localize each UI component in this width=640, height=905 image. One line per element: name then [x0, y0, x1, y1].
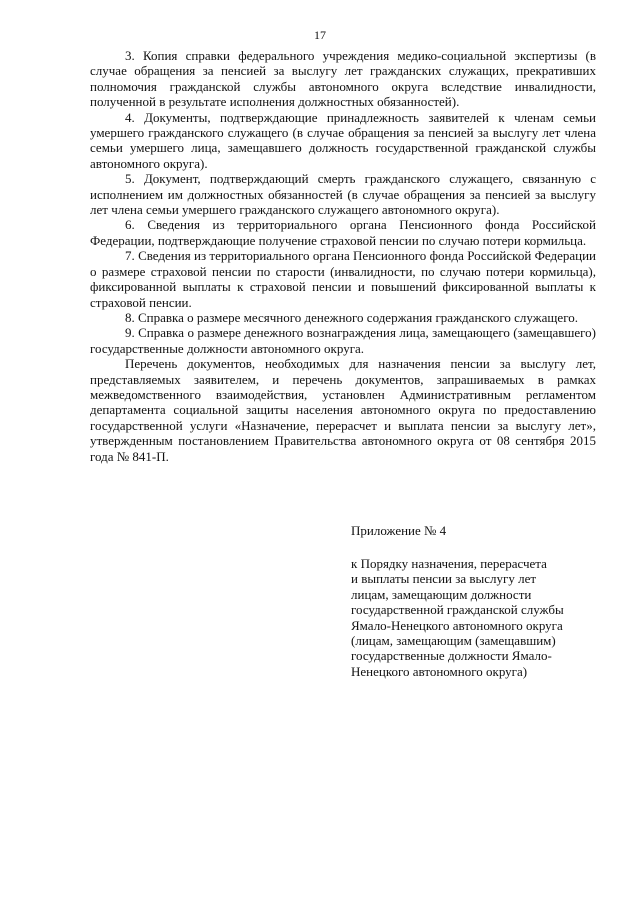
appendix-description — [351, 556, 613, 679]
paragraph-item-5: 5. Документ, подтверждающий смерть гражданского служащего, связанную с исполнением им должностных обязанностей (в случае обращения за пенсией за выслугу лет члена семьи умершего гражданского служащего автономного округа). — [90, 171, 596, 218]
paragraph-item-8: 8. Справка о размере месячного денежного содержания гражданского служащего. — [125, 309, 578, 325]
paragraph-document-list-note: Перечень документов, необходимых для назначения пенсии за выслугу лет, представляемых заявителем, и перечень документов, запрашиваемых в рамках межведомственного взаимодействия, установлен Административным регламентом департамента социальной защиты населения автономного округа по предоставлению государственной услуги «Назначение, перерасчет и выплата пенсии за выслугу лет», утвержденным постановлением Правительства автономного округа от 08 сентября 2015 года № 841-П. — [90, 356, 596, 464]
paragraph-item-7: 7. Сведения из территориального органа Пенсионного фонда Российской Федерации о размере страховой пенсии по старости (инвалидности, по случаю потери кормильца), фиксированной выплаты к страховой пенсии и повышений фиксированной выплаты к страховой пенсии. — [90, 248, 596, 310]
appendix-line: государственные должности Ямало- — [351, 648, 552, 664]
paragraph-item-4: 4. Документы, подтверждающие принадлежность заявителей к членам семьи умершего гражданского служащего (в случае обращения за пенсией за выслугу лет члена семьи умершего лица, замещавшего должность государственной гражданской службы автономного округа). — [90, 109, 596, 171]
paragraph-item-9: 9. Справка о размере денежного вознаграждения лица, замещающего (замещавшего) государственные должности автономного округа. — [90, 325, 596, 356]
appendix-title: Приложение № 4 — [351, 523, 447, 538]
appendix-line: к Порядку назначения, перерасчета — [351, 556, 547, 571]
page-number: 17 — [314, 28, 326, 42]
appendix-line: государственной гражданской службы — [351, 602, 564, 618]
paragraph-item-3: 3. Копия справки федерального учреждения медико-социальной экспертизы (в случае обращения за пенсией за выслугу лет гражданских служащих, прекративших полномочия гражданской службы автономного округа вследствие инвалидности, полученной в результате исполнения должностных обязанностей). — [90, 48, 596, 110]
appendix-line: Ненецкого автономного округа) — [351, 663, 528, 679]
appendix-line: (лицам, замещающим (замещавшим) — [351, 633, 556, 649]
paragraph-item-6: 6. Сведения из территориального органа Пенсионного фонда Российской Федерации, подтверждающие получение страховой пенсии по случаю потери кормильца. — [90, 217, 596, 248]
appendix-line: и выплаты пенсии за выслугу лет — [351, 571, 537, 587]
appendix-line: Ямало-Ненецкого автономного округа — [351, 617, 563, 633]
appendix-line: лицам, замещающим должности — [351, 586, 532, 602]
document-body — [90, 48, 596, 464]
